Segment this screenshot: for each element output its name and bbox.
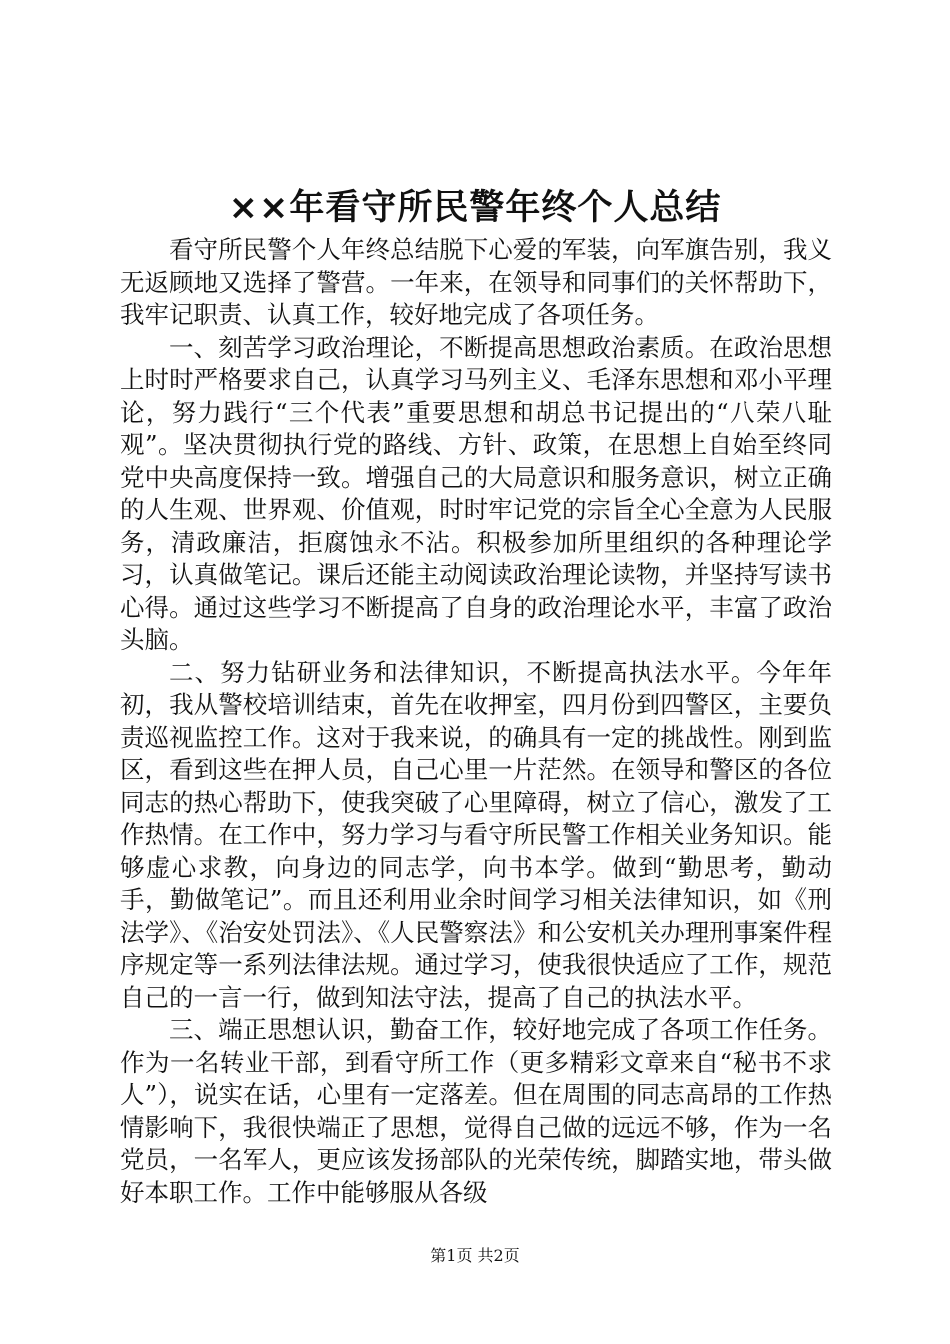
document-title: ××年看守所民警年终个人总结 [228, 188, 722, 228]
paragraph-intro: 看守所民警个人年终总结脱下心爱的军装，向军旗告别，我义无返顾地又选择了警营。一年来，在领导和同事们的关怀帮助下，我牢记职责、认真工作，较好地完成了各项任务。 [120, 235, 832, 329]
paragraph-section-1: 一、刻苦学习政治理论，不断提高思想政治素质。在政治思想上时时严格要求自己，认真学习马列主义、毛泽东思想和邓小平理论，努力践行“三个代表”重要思想和胡总书记提出的“八荣八耻观”。坚决贯彻执行党的路线、方针、政策，在思想上自始至终同党中央高度保持一致。增强自己的大局意识和服务意识，树立正确的人生观、世界观、价值观，时时牢记党的宗旨全心全意为人民服务，清政廉洁，拒腐蚀永不沾。积极参加所里组织的各种理论学习，认真做笔记。课后还能主动阅读政治理论读物，并坚持写读书心得。通过这些学习不断提高了自身的政治理论水平，丰富了政治头脑。 [120, 332, 832, 654]
paragraph-section-2: 二、努力钻研业务和法律知识，不断提高执法水平。今年年初，我从警校培训结束，首先在收押室，四月份到四警区，主要负责巡视监控工作。这对于我来说，的确具有一定的挑战性。刚到监区，看到这些在押人员，自己心里一片茫然。在领导和警区的各位同志的热心帮助下，使我突破了心里障碍，树立了信心，激发了工作热情。在工作中，努力学习与看守所民警工作相关业务知识。能够虚心求教，向身边的同志学，向书本学。做到“勤思考，勤动手，勤做笔记”。而且还利用业余时间学习相关法律知识，如《刑法学》、《治安处罚法》、《人民警察法》和公安机关办理刑事案件程序规定等一系列法律法规。通过学习，使我很快适应了工作，规范自己的一言一行，做到知法守法，提高了自己的执法水平。 [120, 657, 832, 1012]
paragraph-section-3: 三、端正思想认识，勤奋工作，较好地完成了各项工作任务。作为一名转业干部，到看守所工作（更多精彩文章来自“秘书不求人”），说实在话，心里有一定落差。但在周围的同志高昂的工作热情影响下，我很快端正了思想，觉得自己做的远远不够，作为一名党员，一名军人，更应该发扬部队的光荣传统，脚踏实地，带头做好本职工作。工作中能够服从各级 [120, 1015, 832, 1207]
document-body [120, 234, 832, 1209]
page-number-footer: 第1页 共2页 [430, 1246, 520, 1265]
